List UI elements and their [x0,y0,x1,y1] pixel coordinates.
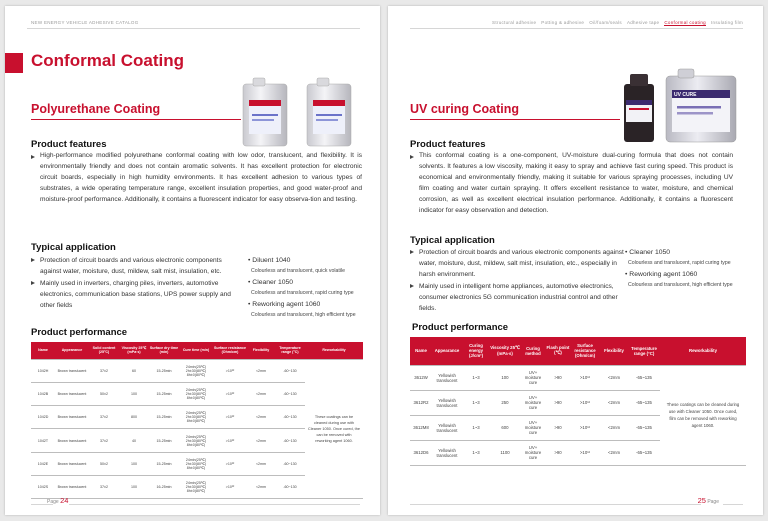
table-cell: 3612W [410,365,432,390]
footer-rule [410,504,701,505]
page-number-text: 25 [697,496,706,505]
table-cell: 3612R2 [410,390,432,415]
table-cell: 100 [119,475,149,498]
page-title: Conformal Coating [31,51,184,70]
table-cell: >90 [546,440,570,465]
table-cell: UV+ moisture cure [520,390,546,415]
features-text: High-performance modified polyurethane conformal coating with low odor, translucent, and flexibility. It is environmentally friendly and does not contain aromatic solvents. It has excellent protection for electronic circuit boards, especially in high humidity environments. It has excellent adhesion to various types of substrates, a wide operating temperature range, excellent insulation properties, and good water-proof and moisture-proof performance. Additionally, it contains a fluorescent indicator for easy observa-tion and testing. [40,152,362,203]
nav-item[interactable]: Potting & adhesive [541,20,585,25]
nav-item[interactable]: Structural adhesive [492,20,537,25]
table-cell: Yellowish translucent [432,365,462,390]
table-cell: 1042H [31,359,55,382]
reworkability-note: These coatings can be cleaned during use with Cleaner 1050. Once cured, the can be removed with reworking agent 1060. [305,359,363,499]
jug-icon [666,69,736,142]
table-cell: -60~130 [275,429,305,452]
table-cell: 15-25min [149,359,179,382]
table-cell: >10¹² [570,390,600,415]
table-cell: 250 [490,390,520,415]
table-cell: Brown translucent [55,406,89,429]
table-cell: 24min(25℃) 2h±30(80℃) 8h±0(80℃) [179,382,213,405]
table-cell: 24min(25℃) 2h±30(80℃) 8h±0(80℃) [179,475,213,498]
section-title-uv: UV curing Coating [410,102,520,116]
table-cell: 1~3 [462,415,490,440]
section-underline [31,119,241,120]
table-cell: 15-25min [149,382,179,405]
table-cell: >10¹² [570,440,600,465]
title-accent-bar [5,53,23,73]
performance-table [31,342,363,499]
column-header: Reworkability [660,337,746,365]
column-header: Curing energy (J/cm²) [462,337,490,365]
substrate-name: Cleaner 1050 [252,279,294,286]
table-cell: >10¹² [570,415,600,440]
table-cell: 1042E [31,452,55,475]
table-cell: -65~135 [628,415,660,440]
table-cell: 3612M8 [410,415,432,440]
table-cell: Yellowish translucent [432,390,462,415]
table-cell: -60~130 [275,475,305,498]
table-cell: 50±2 [89,382,119,405]
column-header: Flash point (℃) [546,337,570,365]
table-cell: >90 [546,390,570,415]
bullet-icon [31,281,35,285]
table-cell: Brown translucent [55,382,89,405]
table-cell: >10¹² [213,452,247,475]
table-cell: 600 [490,415,520,440]
table-row [31,359,363,382]
table-cell: Brown translucent [55,359,89,382]
column-header: Viscosity 25℃ (mPa·s) [119,342,149,359]
table-cell: <2mm [247,382,275,405]
column-header: Temperature range (°C) [628,337,660,365]
section-title-polyurethane: Polyurethane Coating [31,102,161,116]
bullet-icon [410,153,418,164]
column-header: Surface dry time (min) [149,342,179,359]
features-heading: Product features [31,139,107,150]
table-cell: 3612D6 [410,440,432,465]
table-cell: 100 [119,382,149,405]
table-cell: UV+ moisture cure [520,365,546,390]
reworkability-note: These coatings can be cleaned during use with Cleaner 1050. Once cured, film can be removed with reworking agent 1060. [660,365,746,465]
table-cell: UV+ moisture cure [520,415,546,440]
nav-item-active[interactable]: Conformal coating [664,20,706,25]
table-cell: -60~130 [275,406,305,429]
column-header: Name [31,342,55,359]
table-cell: Yellowish translucent [432,415,462,440]
table-cell: 24min(25℃) 2h±30(80℃) 8h±0(80℃) [179,429,213,452]
table-cell: 100 [119,452,149,475]
column-header: Solid content (25°C) [89,342,119,359]
substrate-note: Colourless and translucent, rapid curing type [628,260,731,266]
column-header: Temperature range (°C) [275,342,305,359]
table-cell: 37±2 [89,406,119,429]
catalog-header: NEW ENERGY VEHICLE ADHESIVE CATALOG [31,20,139,25]
table-cell: 1042T [31,429,55,452]
table-cell: 50±2 [89,452,119,475]
can-icon [243,78,287,146]
bottle-label-text: UV CURE [674,92,697,98]
table-cell: Brown translucent [55,452,89,475]
table-cell: 24min(25℃) 2h±30(80℃) 8h±0(80℃) [179,359,213,382]
table-cell: >10¹² [213,475,247,498]
footer-rule [69,504,360,505]
can-icon [307,78,351,146]
table-cell: 15-25min [149,452,179,475]
application-item: Mainly used in inverters, charging piles, inverters, automotive electronics, communication base stations, UPS power supply and other fields [31,278,236,311]
substrate-note: Colourless and translucent, high efficient type [251,312,356,318]
bullet-icon [31,258,35,262]
column-header: Cure time (min) [179,342,213,359]
substrate-note: Colourless and translucent, rapid curing type [251,290,354,296]
table-cell: <2mm [600,440,628,465]
table-cell: 1~3 [462,365,490,390]
nav-item[interactable]: Oil/foam/seals [589,20,622,25]
table-cell: 37±2 [89,429,119,452]
substrate-name: Diluent 1040 [252,257,291,264]
table-cell: 15-25min [149,406,179,429]
nav-item[interactable]: Adhesive tape [626,20,660,25]
uv-product-image [618,66,743,146]
substrate-reworking: • Reworking agent 1060 [248,301,321,308]
table-cell: -60~130 [275,452,305,475]
table-cell: -65~135 [628,390,660,415]
header-rule [27,28,360,29]
table-cell: 16-25min [149,475,179,498]
column-header: Surface resistance (Ohm/cm) [570,337,600,365]
table-cell: 1~3 [462,390,490,415]
application-heading: Typical application [31,242,116,253]
table-cell: 24min(25℃) 2h±30(80℃) 8h±0(80℃) [179,452,213,475]
page-number-text: Page [47,499,59,505]
table-cell: >10¹² [213,406,247,429]
bottle-icon [624,74,654,142]
left-page [5,6,380,515]
table-cell: <2mm [247,359,275,382]
polyurethane-product-image [237,70,359,150]
features-text: This conformal coating is a one-component, UV-moisture dual-curing formula that does not contain solvents. It features a low viscosity, making it easy to spray and achieve fast curing speed. This product is economical and environmentally friendly, making it suitable for various spraying processes, including UV film coating and water curtain spraying. It offers excellent resistance to water, moisture, and chemical corrosion, as well as excellent electrical insulation performance. Additionally, it contains a fluorescent indicator for easy observation and detection. [419,152,733,214]
substrate-diluent: • Diluent 1040 [248,257,291,264]
table-cell: <2mm [247,406,275,429]
table-cell: 37±2 [89,359,119,382]
table-cell: <2mm [247,452,275,475]
column-header: Appearance [55,342,89,359]
table-cell: -60~130 [275,359,305,382]
footer-rule [723,504,743,505]
table-header-row [410,337,746,365]
column-header: Curing method [520,337,546,365]
table-cell: <2mm [600,415,628,440]
table-cell: >90 [546,365,570,390]
page-number [698,496,719,505]
bullet-icon [410,284,414,288]
performance-table [410,337,746,466]
substrate-name: Reworking agent 1060 [629,271,698,278]
table-cell: <2mm [247,475,275,498]
substrate-reworking: • Reworking agent 1060 [625,271,698,278]
table-cell: 1042B [31,382,55,405]
application-item: Mainly used in intelligent home appliances, automotive electronics, consumer electronics 5G communication industrial control and other fields. [410,281,624,314]
table-cell: -65~135 [628,440,660,465]
table-cell: 37±2 [89,475,119,498]
table-cell: 800 [119,406,149,429]
table-cell: Brown translucent [55,429,89,452]
table-cell: >10¹² [570,365,600,390]
column-header: Flexibility [600,337,628,365]
table-cell: 1042D [31,406,55,429]
table-cell: 15-25min [149,429,179,452]
table-cell: >10¹² [213,359,247,382]
nav-item[interactable]: Insulating film [710,20,743,25]
table-cell: Brown translucent [55,475,89,498]
table-cell: -65~135 [628,365,660,390]
table-cell: 100 [490,365,520,390]
section-nav [492,20,743,26]
bullet-icon [31,153,39,164]
table-cell: >10¹² [213,429,247,452]
substrate-name: Cleaner 1050 [629,249,671,256]
table-cell: <2mm [600,390,628,415]
performance-heading: Product performance [412,322,509,333]
page-number-text: 24 [60,496,69,505]
page-number-text: Page [707,499,719,505]
table-cell: <2mm [247,429,275,452]
column-header: Name [410,337,432,365]
table-cell: Yellowish translucent [432,440,462,465]
column-header: Reworkability [305,342,363,359]
table-cell: 1~3 [462,440,490,465]
table-cell: 1042S [31,475,55,498]
column-header: Flexibility [247,342,275,359]
table-header-row [31,342,363,359]
page-number [47,496,68,505]
column-header: Surface resistance (Ohm/cm) [213,342,247,359]
substrate-note: Colourless and translucent, quick volatile [251,268,346,274]
table-cell: 60 [119,359,149,382]
table-cell: >10¹² [213,382,247,405]
table-cell: <2mm [600,365,628,390]
column-header: Viscosity 25℃ (mPa·s) [490,337,520,365]
substrate-name: Reworking agent 1060 [252,301,321,308]
features-heading: Product features [410,139,486,150]
header-rule [410,28,743,29]
substrate-cleaner: • Cleaner 1050 [248,279,294,286]
application-item: Protection of circuit boards and various electronic components against water, moisture, dust, mildew, salt mist, insulation, etc. [31,255,236,277]
table-cell: 40 [119,429,149,452]
right-page [388,6,763,515]
performance-heading: Product performance [31,327,128,338]
table-row [410,365,746,390]
application-item: Protection of circuit boards and various electronic components against water, moisture, dust, mildew, salt mist, insulation, etc., especially in harsh environment. [410,247,624,280]
bullet-icon [410,250,414,254]
section-underline [410,119,620,120]
table-cell: UV+ moisture cure [520,440,546,465]
substrate-note: Colourless and translucent, high efficient type [628,282,733,288]
substrate-cleaner: • Cleaner 1050 [625,249,671,256]
table-cell: >90 [546,415,570,440]
application-heading: Typical application [410,235,495,246]
table-cell: 24min(25℃) 2h±30(80℃) 8h±0(80℃) [179,406,213,429]
column-header: Appearance [432,337,462,365]
table-cell: -60~130 [275,382,305,405]
table-cell: 1100 [490,440,520,465]
